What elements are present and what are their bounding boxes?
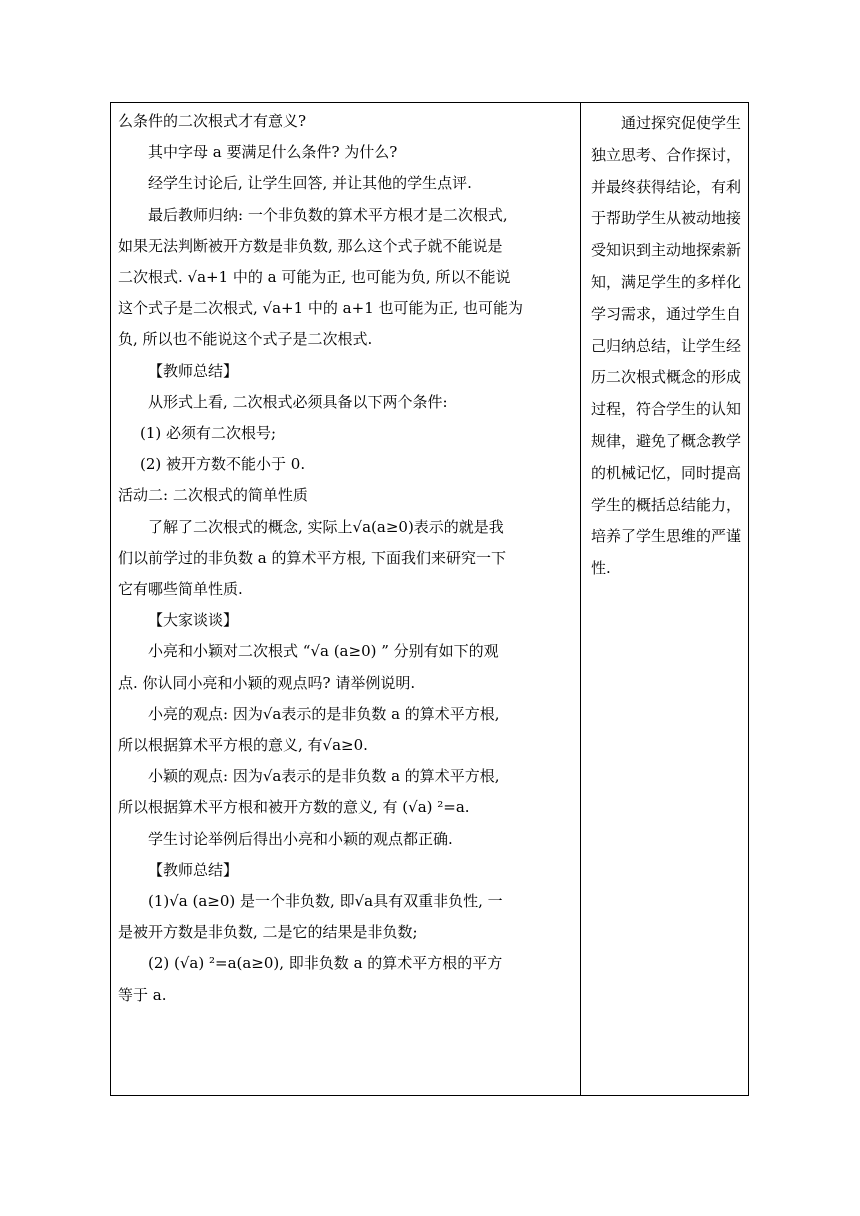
activity-heading: 活动二: 二次根式的简单性质	[118, 486, 308, 505]
text-line: 它有哪些简单性质.	[118, 580, 243, 599]
text-line: 从形式上看, 二次根式必须具备以下两个条件:	[148, 392, 448, 411]
text-line: (2) (√a) ²=a(a≥0), 即非负数 a 的算术平方根的平方	[148, 954, 503, 973]
section-heading: 【大家谈谈】	[148, 611, 239, 630]
text-line: 点. 你认同小亮和小颖的观点吗? 请举例说明.	[118, 673, 416, 692]
side-commentary	[591, 108, 741, 585]
section-heading: 【教师总结】	[148, 361, 239, 380]
text-line: 最后教师归纳: 一个非负数的算术平方根才是二次根式,	[148, 205, 508, 224]
text-line: 负, 所以也不能说这个式子是二次根式.	[118, 330, 373, 349]
list-item: (1) 必须有二次根号;	[140, 424, 277, 443]
text-line: 等于 a.	[118, 985, 167, 1004]
text-line: 这个式子是二次根式, √a+1 中的 a+1 也可能为正, 也可能为	[118, 299, 524, 318]
text-line: 小亮和小颖对二次根式 “√a (a≥0) ” 分别有如下的观	[148, 642, 499, 661]
text-line: 如果无法判断被开方数是非负数, 那么这个式子就不能说是	[118, 236, 503, 255]
commentary-text: 通过探究促使学生独立思考、合作探讨，并最终获得结论，有利于帮助学生从被动地接受知识到主动地探索新知，满足学生的多样化学习需求，通过学生自己归纳总结，让学生经历二次根式概念的形成过程，符合学生的认知规律，避免了概念教学的机械记忆，同时提高学生的概括总结能力，培养了学生思维的严谨性.	[591, 114, 742, 578]
text-line: 所以根据算术平方根的意义, 有√a≥0.	[118, 736, 368, 755]
text-line: (1)√a (a≥0) 是一个非负数, 即√a具有双重非负性, 一	[148, 892, 503, 911]
text-line: 小亮的观点: 因为√a表示的是非负数 a 的算术平方根,	[148, 704, 500, 723]
text-line: 经学生讨论后, 让学生回答, 并让其他的学生点评.	[148, 174, 472, 193]
column-divider	[580, 102, 581, 1096]
text-line: 二次根式. √a+1 中的 a 可能为正, 也可能为负, 所以不能说	[118, 268, 511, 287]
text-line: 了解了二次根式的概念, 实际上√a(a≥0)表示的就是我	[148, 517, 504, 536]
text-line: 小颖的观点: 因为√a表示的是非负数 a 的算术平方根,	[148, 767, 500, 786]
section-heading: 【教师总结】	[148, 860, 239, 879]
text-line: 学生讨论举例后得出小亮和小颖的观点都正确.	[148, 829, 453, 848]
list-item: (2) 被开方数不能小于 0.	[140, 455, 306, 474]
main-column	[118, 106, 576, 1011]
text-line: 所以根据算术平方根和被开方数的意义, 有 (√a) ²=a.	[118, 798, 470, 817]
text-line: 么条件的二次根式才有意义?	[118, 112, 307, 130]
text-line: 们以前学过的非负数 a 的算术平方根, 下面我们来研究一下	[118, 548, 507, 567]
text-line: 其中字母 a 要满足什么条件? 为什么?	[148, 143, 398, 162]
text-line: 是被开方数是非负数, 二是它的结果是非负数;	[118, 923, 418, 942]
